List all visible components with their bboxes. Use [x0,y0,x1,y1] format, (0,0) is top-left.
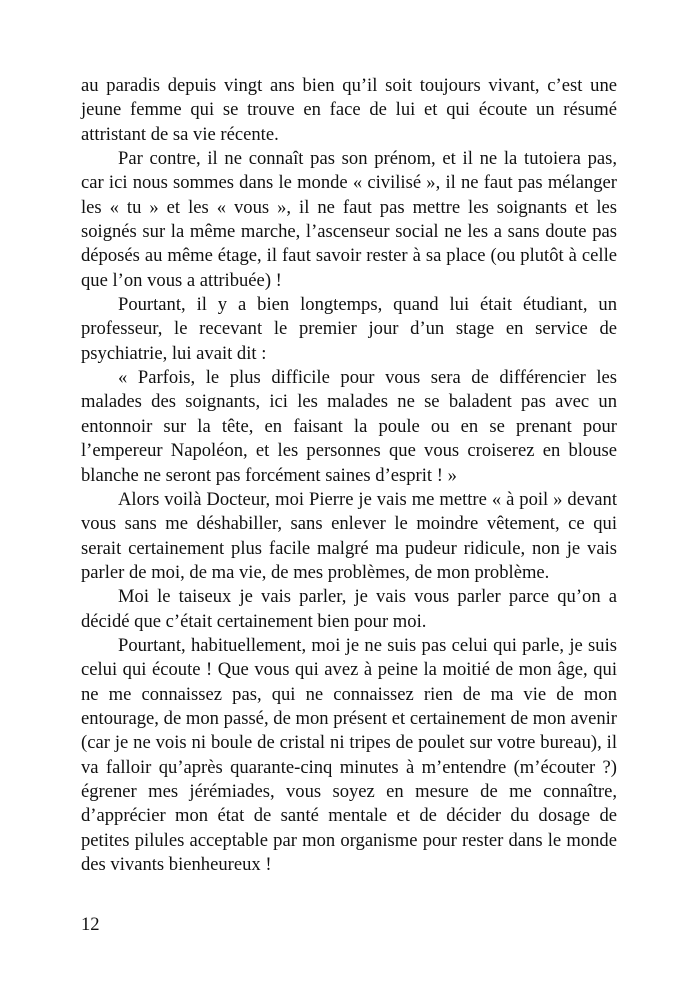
body-text [81,74,617,877]
paragraph-4-quote: « Parfois, le plus difficile pour vous sera de différencier les malades des soignants, ici les malades ne se baladent pas avec un entonnoir sur la tête, en faisant la poule ou en se prenant pour l’empereur Napoléon, et les personnes que vous croiserez en blouse blanche ne seront pas forcément saines d’esprit ! » [81,367,617,486]
paragraph-2: Par contre, il ne connaît pas son prénom, et il ne la tutoiera pas, car ici nous sommes dans le monde « civilisé », il ne faut pas mélanger les « tu » et les « vous », il ne faut pas mettre les soignants et les soignés sur la même marche, l’ascenseur social ne les a sans doute pas déposés au même étage, il faut savoir rester à sa place (ou plutôt à celle que l’on vous a attribuée) ! [81,148,617,291]
paragraph-7: Pourtant, habituellement, moi je ne suis pas celui qui parle, je suis celui qui écoute ! Que vous qui avez à peine la moitié de mon âge, qui ne me connaissez pas, qui ne connaissez rien de ma vie de mon entourage, de mon passé, de mon présent et certainement de mon avenir (car je ne vois ni boule de cristal ni tripes de poulet sur votre bureau), il va falloir qu’après quarante-cinq minutes à m’entendre (m’écouter ?) égrener mes jérémiades, vous soyez en mesure de me connaître, d’apprécier mon état de santé mentale et de décider du dosage de petites pilules acceptable par mon organisme pour rester dans le monde des vivants bienheureux ! [81,634,617,875]
page-number: 12 [81,914,100,935]
paragraph-1: au paradis depuis vingt ans bien qu’il soit toujours vivant, c’est une jeune femme qui se trouve en face de lui et qui écoute un résumé attristant de sa vie récente. [81,75,617,145]
paragraph-5: Alors voilà Docteur, moi Pierre je vais me mettre « à poil » devant vous sans me déshabiller, sans enlever le moindre vêtement, ce qui serait certainement plus facile malgré ma pudeur ridicule, non je vais parler de moi, de ma vie, de mes problèmes, de mon problème. [81,488,617,583]
paragraph-3: Pourtant, il y a bien longtemps, quand lui était étudiant, un professeur, le recevant le premier jour d’un stage en service de psychiatrie, lui avait dit : [81,294,617,364]
paragraph-6: Moi le taiseux je vais parler, je vais vous parler parce qu’on a décidé que c’était certainement bien pour moi. [81,586,617,632]
